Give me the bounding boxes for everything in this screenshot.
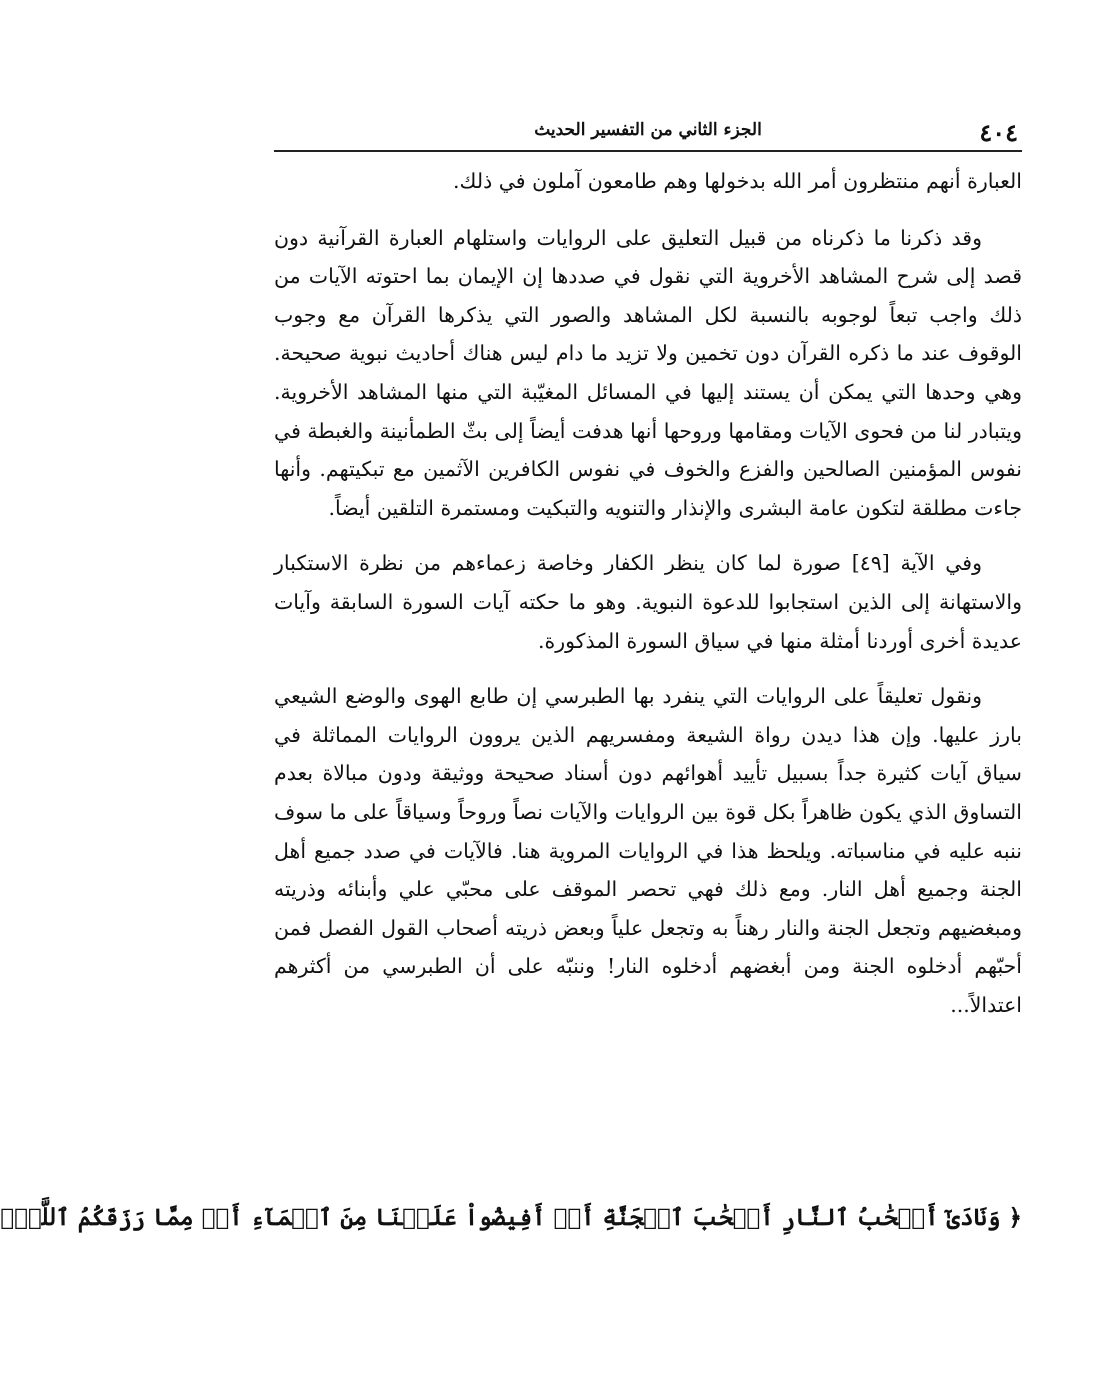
verse-open-bracket: ﴿ (1008, 1204, 1022, 1231)
page-header (274, 112, 1022, 152)
paragraph: ونقول تعليقاً على الروايات التي ينفرد بها الطبرسي إن طابع الهوى والوضع الشيعي بارز عليها. وإن هذا ديدن رواة الشيعة ومفسريهم الذين يروون الروايات المماثلة في سياق آيات كثيرة جداً بسبيل تأييد أهوائهم دون أسناد صحيحة ووثيقة ودون مبالاة بعدم التساوق الذي يكون ظاهراً بكل قوة بين الروايات والآيات نصاً وروحاً وسياقاً على ما سوف ننبه عليه في مناسباته. ويلحظ هذا في الروايات المروية هنا. فالآيات في صدد جميع أهل الجنة وجميع أهل النار. ومع ذلك فهي تحصر الموقف على محبّي علي وأبنائه وذريته ومبغضيهم وتجعل الجنة والنار رهناً به وتجعل علياً وبعض ذريته أصحاب القول الفصل فمن أحبّهم أدخلوه الجنة ومن أبغضهم أدخلوه النار! وننبّه على أن الطبرسي من أكثرهم اعتدالاً... (274, 684, 1022, 1017)
paragraph-continuation: العبارة أنهم منتظرون أمر الله بدخولها وهم طامعون آملون في ذلك. (453, 169, 1022, 193)
paragraph: وقد ذكرنا ما ذكرناه من قبيل التعليق على الروايات واستلهام العبارة القرآنية دون قصد إلى شرح المشاهد الأخروية التي نقول في صددها إن الإيمان بما احتوته الآيات من ذلك واجب تبعاً لوجوبه بالنسبة لكل المشاهد والصور التي يذكرها القرآن مع وجوب الوقوف عند ما ذكره القرآن دون تخمين ولا تزيد ما دام ليس هناك أحاديث نبوية صحيحة. وهي وحدها التي يمكن أن يستند إليها في المسائل المغيّبة التي منها المشاهد الأخروية. ويتبادر لنا من فحوى الآيات ومقامها وروحها أنها هدفت أيضاً إلى بثّ الطمأنينة والغبطة في نفوس المؤمنين الصالحين والفزع والخوف في نفوس الكافرين الآثمين مع تبكيتهم. وأنها جاءت مطلقة لتكون عامة البشرى والإنذار والتنويه والتبكيت ومستمرة التلقين أيضاً. (274, 225, 1022, 520)
running-title: الجزء الثاني من التفسير الحديث (534, 120, 762, 140)
quran-verse (0, 1198, 1022, 1238)
page-number: ٤٠٤ (979, 118, 1018, 147)
body-text (274, 162, 1022, 1024)
paragraph: وفي الآية [٤٩] صورة لما كان ينظر الكفار وخاصة زعماءهم من نظرة الاستكبار والاستهانة إلى الذين استجابوا للدعوة النبوية. وهو ما حكته آيات السورة السابقة وآيات عديدة أخرى أوردنا أمثلة منها في سياق السورة المذكورة. (274, 551, 1022, 653)
verse-text: وَنَادَىٰٓ أَصۡحَٰبُ ٱلنَّارِ أَصۡحَٰبَ ٱلۡجَنَّةِ أَنۡ أَفِيضُواْ عَلَيۡنَا مِنَ ٱلۡمَآءِ أَوۡ مِمَّا رَزَقَكُمُ ٱللَّهُۚ (0, 1204, 1001, 1231)
